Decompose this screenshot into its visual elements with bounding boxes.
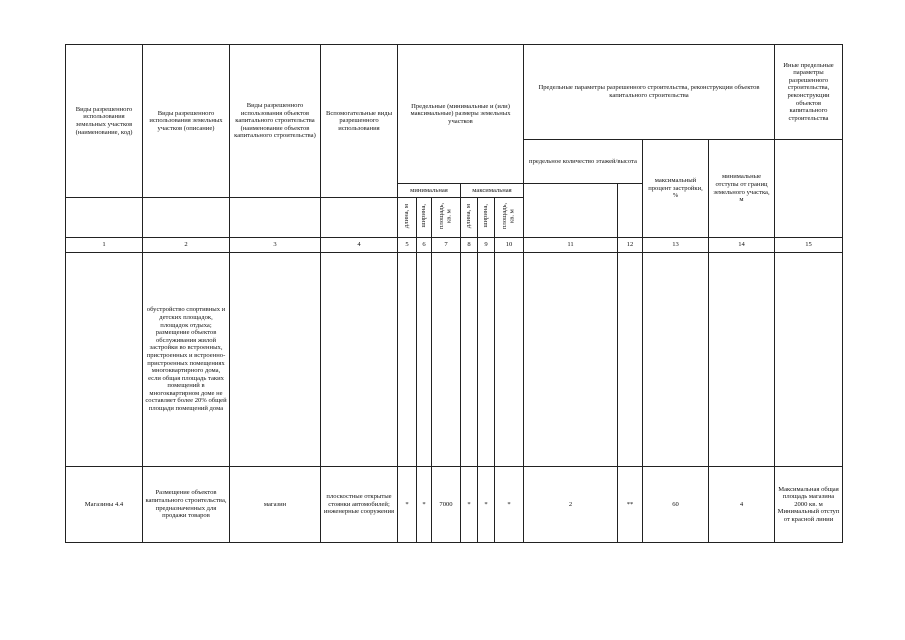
header-maximum: максимальная	[461, 184, 524, 198]
cell-empty	[417, 253, 432, 467]
col-num: 4	[321, 238, 398, 253]
col-num: 5	[398, 238, 417, 253]
cell-floors: 2	[524, 467, 618, 543]
cell-empty	[432, 253, 461, 467]
col-num: 3	[230, 238, 321, 253]
header-construction-use: Виды разрешенного использования объектов капитального строительства (наименование объектов капитального строительства)	[230, 45, 321, 198]
header-plot-sizes: Предельные (минимальные и (или) максимальные) размеры земельных участков	[398, 45, 524, 184]
col-num: 15	[775, 238, 843, 253]
header-floors-blank	[524, 184, 618, 238]
col-num: 9	[478, 238, 495, 253]
cell-auxiliary-use: плоскостные открытые стоянки автомобилей; инженерные сооружения	[321, 467, 398, 543]
header-max-coverage: максимальный процент застройки, %	[643, 140, 709, 238]
cell-max-area: *	[495, 467, 524, 543]
table-row	[66, 253, 843, 467]
cell-empty	[709, 253, 775, 467]
cell-empty	[524, 253, 618, 467]
land-use-table	[65, 44, 843, 543]
cell-empty	[775, 253, 843, 467]
cell-max-coverage: 60	[643, 467, 709, 543]
header-min-width: ширина,	[417, 198, 432, 238]
cell-min-area: 7000	[432, 467, 461, 543]
header-max-width: ширина,	[478, 198, 495, 238]
cell-empty	[461, 253, 478, 467]
header-max-length: длина, м	[461, 198, 478, 238]
header-other-params-blank	[775, 140, 843, 238]
header-floors-height: предельное количество этажей/высота	[524, 140, 643, 184]
col-num: 14	[709, 238, 775, 253]
col-num: 6	[417, 238, 432, 253]
header-other-params: Иные предельные параметры разрешенного строительства, реконструкции объектов капитального строительства	[775, 45, 843, 140]
header-min-area: площадь, кв. м	[432, 198, 461, 238]
header-construction-params: Предельные параметры разрешенного строительства, реконструкции объектов капитального строительства	[524, 45, 775, 140]
header-land-use-description: Виды разрешенного использования земельных участков (описание)	[143, 45, 230, 198]
header-max-area: площадь, кв. м	[495, 198, 524, 238]
header-blank-2	[143, 198, 230, 238]
cell-empty	[478, 253, 495, 467]
header-land-use-name: Виды разрешенного использования земельных участков (наименование, код)	[66, 45, 143, 198]
cell-empty	[643, 253, 709, 467]
cell-min-width: *	[417, 467, 432, 543]
cell-empty	[618, 253, 643, 467]
cell-construction-object: магазин	[230, 467, 321, 543]
cell-empty	[398, 253, 417, 467]
column-numbers-row	[66, 238, 843, 253]
col-num: 7	[432, 238, 461, 253]
header-m-blank	[618, 184, 643, 238]
cell-min-length: *	[398, 467, 417, 543]
col-num: 8	[461, 238, 478, 253]
header-minimum: минимальная	[398, 184, 461, 198]
cell-description-continued: обустройство спортивных и детских площадок, площадок отдыха; размещение объектов обслуживания жилой застройки во встроенных, пристроенных и встроенно-пристроенных помещениях многоквартирного дома, если общая площадь таких помещений в многоквартирном доме не составляет более 20% общей площади помещений дома	[143, 253, 230, 467]
cell-height: **	[618, 467, 643, 543]
cell-max-width: *	[478, 467, 495, 543]
header-min-length: длина, м	[398, 198, 417, 238]
cell-use-description: Размещение объектов капитального строительства, предназначенных для продажи товаров	[143, 467, 230, 543]
header-auxiliary-use: Вспомогательные виды разрешенного использования	[321, 45, 398, 198]
cell-min-setback: 4	[709, 467, 775, 543]
cell-empty	[321, 253, 398, 467]
cell-use-name: Магазины 4.4	[66, 467, 143, 543]
col-num: 1	[66, 238, 143, 253]
col-num: 2	[143, 238, 230, 253]
cell-empty	[495, 253, 524, 467]
cell-empty	[66, 253, 143, 467]
cell-other-params: Максимальная общая площадь магазина 2000 кв. м Минимальный отступ от красной линии	[775, 467, 843, 543]
cell-max-length: *	[461, 467, 478, 543]
header-blank-3	[230, 198, 321, 238]
col-num: 10	[495, 238, 524, 253]
col-num: 11	[524, 238, 618, 253]
header-blank-4	[321, 198, 398, 238]
table-row	[66, 467, 843, 543]
header-min-setbacks: минимальные отступы от границ земельного участка, м	[709, 140, 775, 238]
cell-empty	[230, 253, 321, 467]
header-blank-1	[66, 198, 143, 238]
col-num: 12	[618, 238, 643, 253]
col-num: 13	[643, 238, 709, 253]
